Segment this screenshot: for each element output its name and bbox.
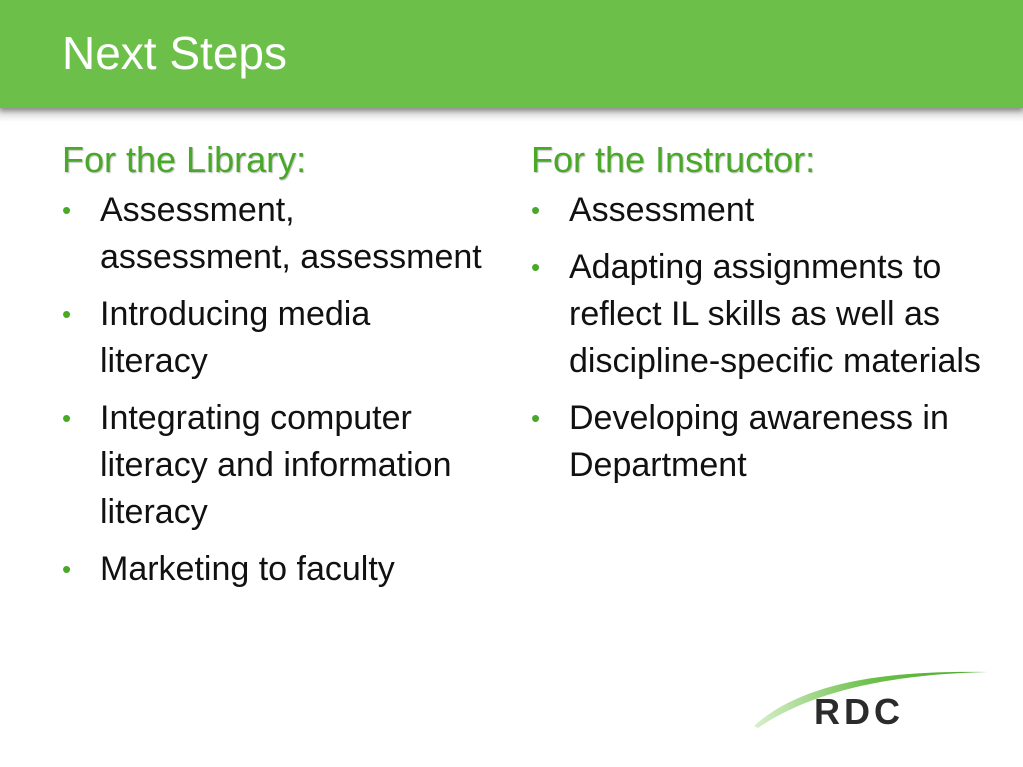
list-item-text: Assessment, assessment, assessment bbox=[100, 191, 482, 277]
instructor-list bbox=[531, 187, 981, 489]
list-item bbox=[62, 395, 482, 536]
bullet-icon: • bbox=[62, 554, 72, 585]
bullet-icon: • bbox=[531, 403, 541, 434]
list-item bbox=[531, 244, 981, 385]
logo-text: RDC bbox=[814, 691, 904, 732]
bullet-icon: • bbox=[531, 252, 541, 283]
list-item bbox=[531, 187, 981, 234]
list-item-text: Adapting assignments to reflect IL skills as well as discipline-specific materials bbox=[569, 248, 981, 381]
title-bar-shadow bbox=[0, 108, 1023, 122]
title-bar bbox=[0, 0, 1023, 108]
library-column bbox=[62, 138, 482, 603]
instructor-column bbox=[531, 138, 981, 499]
library-list bbox=[62, 187, 482, 593]
rdc-logo bbox=[750, 664, 990, 734]
list-item bbox=[531, 395, 981, 489]
rdc-swoosh-icon bbox=[750, 664, 990, 734]
slide-title: Next Steps bbox=[62, 27, 287, 79]
bullet-icon: • bbox=[62, 403, 72, 434]
bullet-icon: • bbox=[531, 195, 541, 226]
list-item-text: Developing awareness in Department bbox=[569, 399, 949, 485]
list-item-text: Assessment bbox=[569, 191, 755, 230]
bullet-icon: • bbox=[62, 299, 72, 330]
bullet-icon: • bbox=[62, 195, 72, 226]
list-item bbox=[62, 546, 482, 593]
list-item-text: Integrating computer literacy and information literacy bbox=[100, 399, 452, 532]
list-item-text: Introducing media literacy bbox=[100, 295, 371, 381]
list-item-text: Marketing to faculty bbox=[100, 550, 395, 589]
list-item bbox=[62, 187, 482, 281]
instructor-heading: For the Instructor: bbox=[531, 139, 816, 180]
library-heading: For the Library: bbox=[62, 139, 307, 180]
list-item bbox=[62, 291, 482, 385]
